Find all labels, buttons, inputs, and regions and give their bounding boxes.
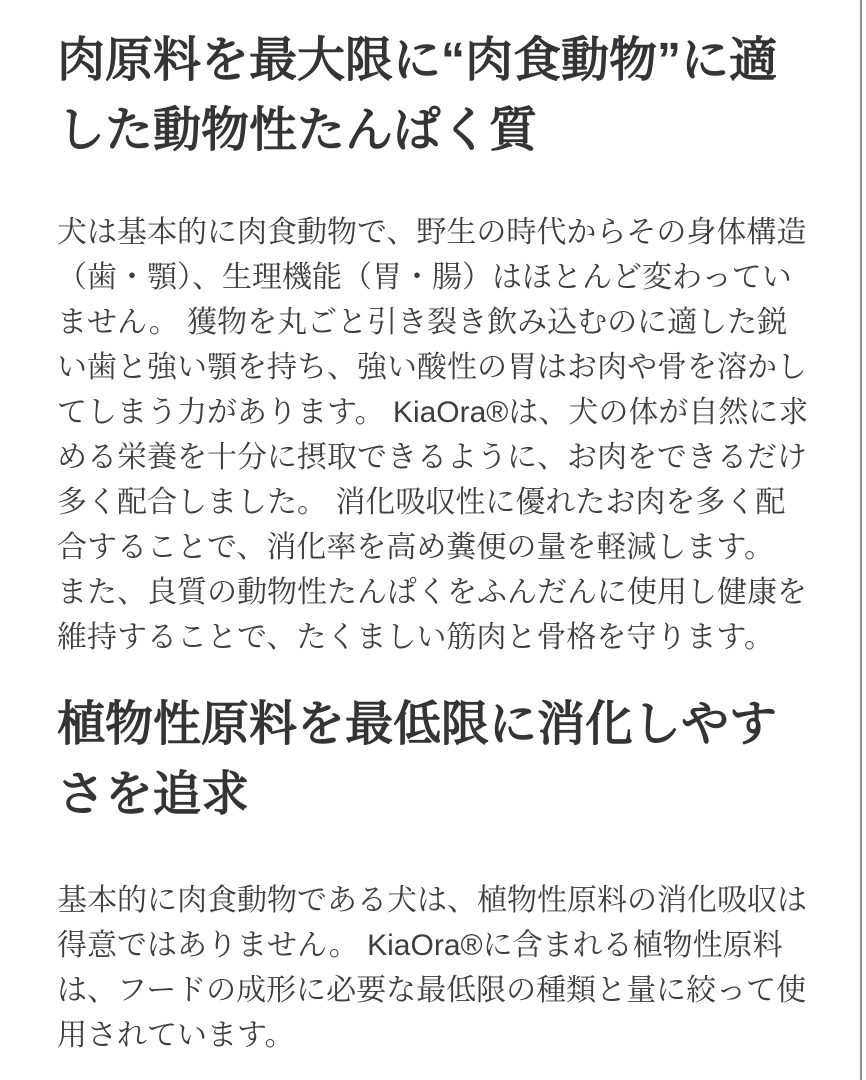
paragraph-line: 維持することで、たくましい筋肉と骨格を守ります。 <box>57 621 774 654</box>
section-heading-animal-protein <box>57 26 816 166</box>
paragraph-plant-ingredients <box>57 878 816 1058</box>
paragraph-animal-protein <box>57 210 816 660</box>
paragraph-line: てしまう力があります。 KiaOra®は、犬の体が自然に求 <box>57 396 809 429</box>
paragraph-line: 合することで、消化率を高め糞便の量を軽減します。 <box>57 531 774 564</box>
section-heading-plant-ingredients <box>57 690 816 830</box>
heading-line: 肉原料を最大限に“肉食動物”に適 <box>57 34 778 87</box>
paragraph-line: 犬は基本的に肉食動物で、野生の時代からその身体構造 <box>57 216 807 249</box>
paragraph-line: める栄養を十分に摂取できるように、お肉をできるだけ <box>57 441 807 474</box>
paragraph-line: 用されています。 <box>57 1019 295 1052</box>
paragraph-line: 基本的に肉食動物である犬は、植物性原料の消化吸収は <box>57 884 807 917</box>
paragraph-line: また、良質の動物性たんぱくをふんだんに使用し健康を <box>57 576 807 609</box>
heading-line: 植物性原料を最低限に消化しやす <box>57 698 778 751</box>
heading-line: した動物性たんぱく質 <box>57 104 538 157</box>
heading-line: さを追求 <box>57 768 250 821</box>
paragraph-line: ません。 獲物を丸ごと引き裂き飲み込むのに適した鋭 <box>57 306 788 339</box>
paragraph-line: 多く配合しました。 消化吸収性に優れたお肉を多く配 <box>57 486 786 519</box>
paragraph-line: （歯・顎）、生理機能（胃・腸）はほとんど変わってい <box>57 261 792 294</box>
paragraph-line: い歯と強い顎を持ち、強い酸性の胃はお肉や骨を溶かし <box>57 351 807 384</box>
right-edge-border <box>860 0 862 1080</box>
paragraph-line: 得意ではありません。 KiaOra®に含まれる植物性原料 <box>57 929 783 962</box>
section-animal-protein <box>57 26 816 660</box>
section-plant-ingredients <box>57 690 816 1058</box>
paragraph-line: は、フードの成形に必要な最低限の種類と量に絞って使 <box>57 974 807 1007</box>
